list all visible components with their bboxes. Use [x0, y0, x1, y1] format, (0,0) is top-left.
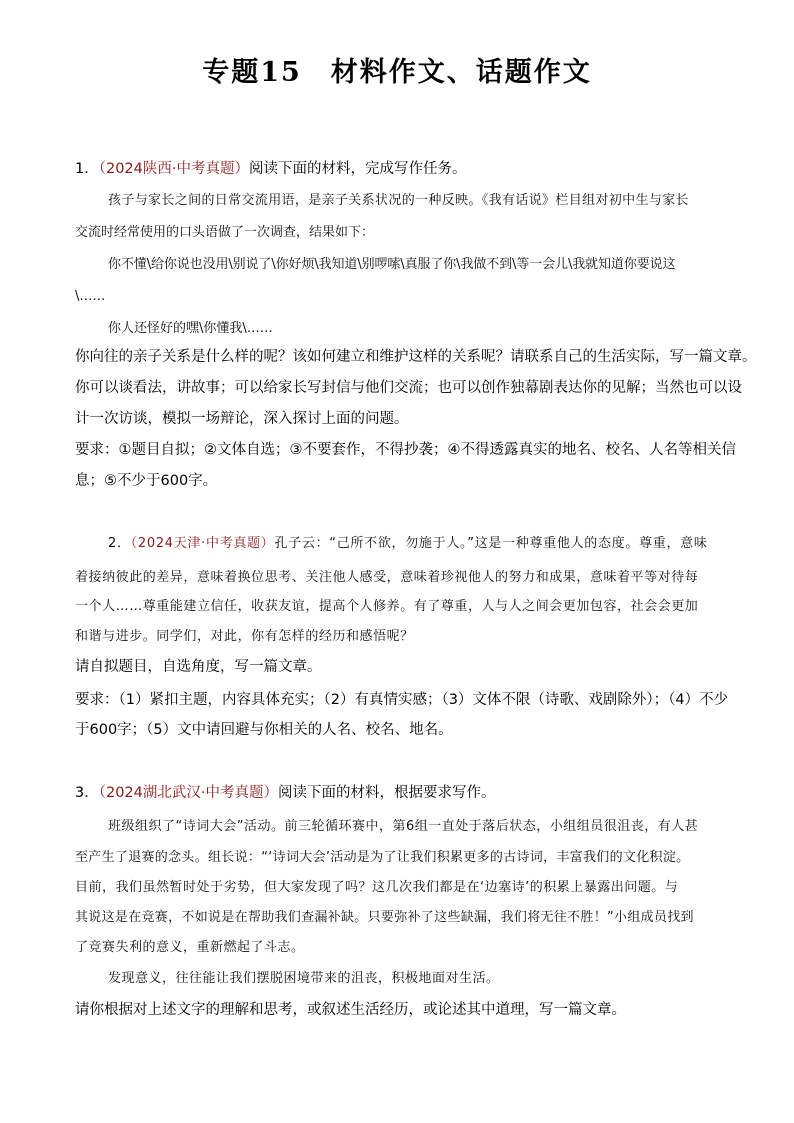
requirement-line: 要求：（1）紧扣主题，内容具体充实；（2）有真情实感；（3）文体不限（诗歌、戏剧除外）；（4）不少: [75, 692, 729, 708]
material-line: 班级组织了“诗词大会”活动。前三轮循环赛中，第6组一直处于落后状态，小组组员很沮丧，有人甚: [108, 819, 699, 834]
question-number: 1．: [75, 161, 99, 177]
material-line: 目前，我们虽然暂时处于劣势，但大家发现了吗？这几次我们都是在‘边塞诗’的积累上暴露出问题。与: [75, 880, 679, 895]
task-line: 你可以谈看法，讲故事；可以给家长写封信与他们交流；也可以创作独幕剧表达你的见解；当然也可以设: [75, 380, 742, 396]
material-line: 你人还怪好的嘿\你懂我\……: [108, 321, 273, 336]
material-line: \……: [75, 289, 106, 304]
instruction: 阅读下面的材料，完成写作任务。: [249, 161, 467, 177]
instruction: 阅读下面的材料，根据要求写作。: [278, 785, 496, 801]
source-tag: （2024陕西·中考真题）: [98, 161, 249, 177]
task-line: 请自拟题目，自选角度，写一篇文章。: [75, 659, 322, 675]
material-line: 一个人……尊重能建立信任，收获友谊，提高个人修养。有了尊重，人与人之间会更加包容，社会会更加: [75, 599, 699, 614]
material-line: 你不懂\给你说也没用\别说了\你好烦\我知道\别啰嗦\真服了你\我做不到\等一会儿\我就知道你要说这: [108, 257, 676, 272]
material-line: 至产生了退赛的念头。组长说：“‘诗词大会’活动是为了让我们积累更多的古诗词，丰富我们的文化积淀。: [75, 850, 690, 865]
question-3-header: [75, 786, 496, 801]
requirement-line: 息；⑤不少于600字。: [75, 473, 218, 489]
material-line: 发现意义，往往能让我们摆脱困境带来的沮丧，积极地面对生活。: [108, 971, 500, 986]
requirement-line: 要求：①题目自拟；②文体自选；③不要套作，不得抄袭；④不得透露真实的地名、校名、人名等相关信: [75, 442, 736, 458]
requirement-line: 于600字；（5）文中请回避与你相关的人名、校名、地名。: [75, 722, 453, 738]
task-line: 计一次访谈，模拟一场辩论，深入探讨上面的问题。: [75, 411, 409, 427]
source-tag: （2024湖北武汉·中考真题）: [98, 785, 278, 801]
material-line: 孩子与家长之间的日常交流用语，是亲子关系状况的一种反映。《我有话说》栏目组对初中生与家长: [108, 193, 689, 208]
task-line: 你向往的亲子关系是什么样的呢？该如何建立和维护这样的关系呢？请联系自己的生活实际，写一篇文章。: [75, 349, 757, 365]
page-title: 专题15 材料作文、话题作文: [202, 57, 592, 88]
material-line: 和谐与进步。同学们，对此，你有怎样的经历和感悟呢？: [75, 629, 414, 644]
material-line: 了竞赛失利的意义，重新燃起了斗志。: [75, 940, 305, 955]
material-line: 交流时经常使用的口头语做了一次调查，结果如下：: [75, 225, 375, 240]
task-line: 请你根据对上述文字的理解和思考，或叙述生活经历，或论述其中道理，写一篇文章。: [75, 1002, 626, 1018]
question-1-header: [75, 162, 467, 177]
material-line: 着接纳彼此的差异，意味着换位思考、关注他人感受，意味着珍视他人的努力和成果，意味着平等对待每: [75, 570, 699, 585]
material-line: 孔子云：“己所不欲，勿施于人。”这是一种尊重他人的态度。尊重，意味: [274, 536, 708, 551]
material-line: 其说这是在竞赛，不如说是在帮助我们查漏补缺。只要弥补了这些缺漏，我们将无往不胜！”小组成员找到: [75, 910, 694, 925]
question-number: 3．: [75, 785, 99, 801]
question-number: 2．: [108, 536, 131, 551]
question-2-header: [108, 537, 708, 550]
source-tag: （2024天津·中考真题）: [130, 536, 275, 551]
